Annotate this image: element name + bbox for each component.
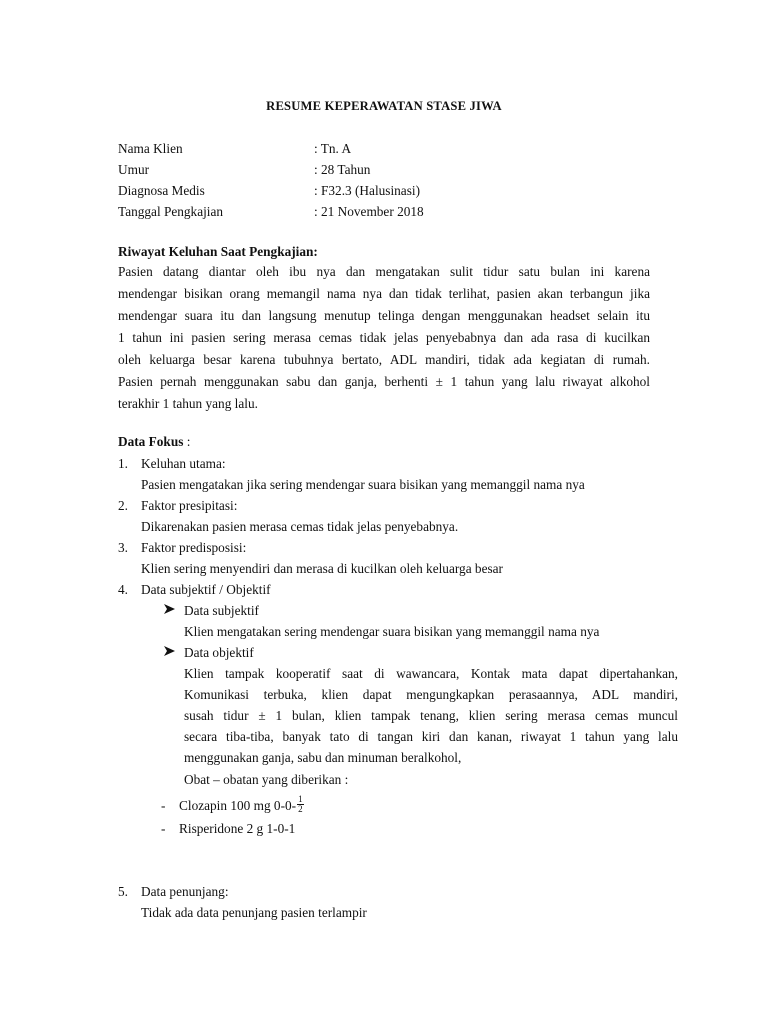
identity-value: : 28 Tahun — [314, 162, 371, 177]
data-fokus-heading — [118, 434, 190, 450]
identity-value: : Tn. A — [314, 141, 352, 156]
paragraph-line: secara tiba-tiba, banyak tato di tangan kiri dan kanan, riwayat 1 tahun yang lalu — [184, 729, 678, 744]
paragraph-line: Klien tampak kooperatif saat di wawancara, Kontak mata dapat dipertahankan, — [184, 666, 678, 681]
paragraph-line: Komunikasi terbuka, klien dapat mengungkapkan perasaannya, ADL mandiri, — [184, 687, 678, 702]
identity-label: Diagnosa Medis — [118, 183, 205, 198]
paragraph-line: susah tidur ± 1 bulan, klien tampak tenang, klien sering merasa cemas muncul — [184, 708, 678, 723]
obat-item — [179, 794, 304, 816]
paragraph-line: menggunakan ganja, sabu dan minuman beralkohol, — [184, 750, 462, 765]
fraction-denominator: 2 — [298, 804, 303, 815]
paragraph-line: mendengar bisikan orang memangil nama nya dan tidak terlihat, pasien akan terbangun jika — [118, 286, 650, 301]
riwayat-paragraph — [118, 261, 650, 415]
paragraph-line: mendengar suara itu dan langsung menutup telinga dengan menggunakan headset selain itu — [118, 308, 650, 323]
list-number: 2. — [118, 498, 128, 513]
fraction-numerator: 1 — [298, 794, 303, 805]
list-number: 1. — [118, 456, 128, 471]
obat-item-text: Clozapin 100 mg 0-0- — [179, 798, 297, 813]
data-objektif-label: Data objektif — [184, 645, 254, 660]
obat-item-text: Risperidone 2 g 1-0-1 — [179, 821, 296, 836]
identity-label: Tanggal Pengkajian — [118, 204, 224, 219]
data-subjektif-label: Data subjektif — [184, 603, 259, 618]
identity-value: : F32.3 (Halusinasi) — [314, 183, 420, 198]
identity-value: : 21 November 2018 — [314, 204, 424, 219]
list-item-label: Data subjektif / Objektif — [141, 582, 271, 597]
document-title: RESUME KEPERAWATAN STASE JIWA — [266, 99, 502, 113]
paragraph-line: terakhir 1 tahun yang lalu. — [118, 396, 258, 411]
obat-label: Obat – obatan yang diberikan : — [184, 772, 349, 787]
list-item-text: Dikarenakan pasien merasa cemas tidak jelas penyebabnya. — [141, 519, 459, 534]
list-item-text: Tidak ada data penunjang pasien terlampir — [141, 905, 367, 920]
data-fokus-title: Data Fokus — [118, 434, 184, 449]
fraction — [297, 795, 304, 814]
paragraph-line: 1 tahun ini pasien sering merasa cemas tidak jelas penyebabnya dan ada rasa di kucilkan — [118, 330, 650, 345]
list-number: 5. — [118, 884, 128, 899]
list-item-text: Klien sering menyendiri dan merasa di kucilkan oleh keluarga besar — [141, 561, 503, 576]
paragraph-line: oleh keluarga besar karena tubuhnya bertato, ADL mandiri, tidak ada kegiatan di rumah. — [118, 352, 650, 367]
identity-label: Nama Klien — [118, 141, 183, 156]
list-number: 4. — [118, 582, 128, 597]
paragraph-line: Pasien datang diantar oleh ibu nya dan mengatakan sulit tidur satu bulan ini karena — [118, 264, 650, 279]
arrowhead-bullet-icon — [163, 602, 176, 620]
data-objektif-paragraph — [184, 663, 678, 768]
riwayat-heading: Riwayat Keluhan Saat Pengkajian: — [118, 244, 318, 259]
list-item-label: Data penunjang: — [141, 884, 229, 899]
identity-label: Umur — [118, 162, 150, 177]
list-item-label: Faktor presipitasi: — [141, 498, 238, 513]
data-subjektif-text: Klien mengatakan sering mendengar suara bisikan yang memanggil nama nya — [184, 624, 600, 639]
list-item-label: Faktor predisposisi: — [141, 540, 247, 555]
list-number: 3. — [118, 540, 128, 555]
obat-dash: - — [161, 798, 166, 813]
arrowhead-bullet-icon — [163, 644, 176, 662]
paragraph-line: Pasien pernah menggunakan sabu dan ganja, berhenti ± 1 tahun yang lalu riwayat alkohol — [118, 374, 650, 389]
list-item-label: Keluhan utama: — [141, 456, 226, 471]
list-item-text: Pasien mengatakan jika sering mendengar suara bisikan yang memanggil nama nya — [141, 477, 585, 492]
obat-dash: - — [161, 821, 166, 836]
data-fokus-colon: : — [183, 434, 191, 449]
